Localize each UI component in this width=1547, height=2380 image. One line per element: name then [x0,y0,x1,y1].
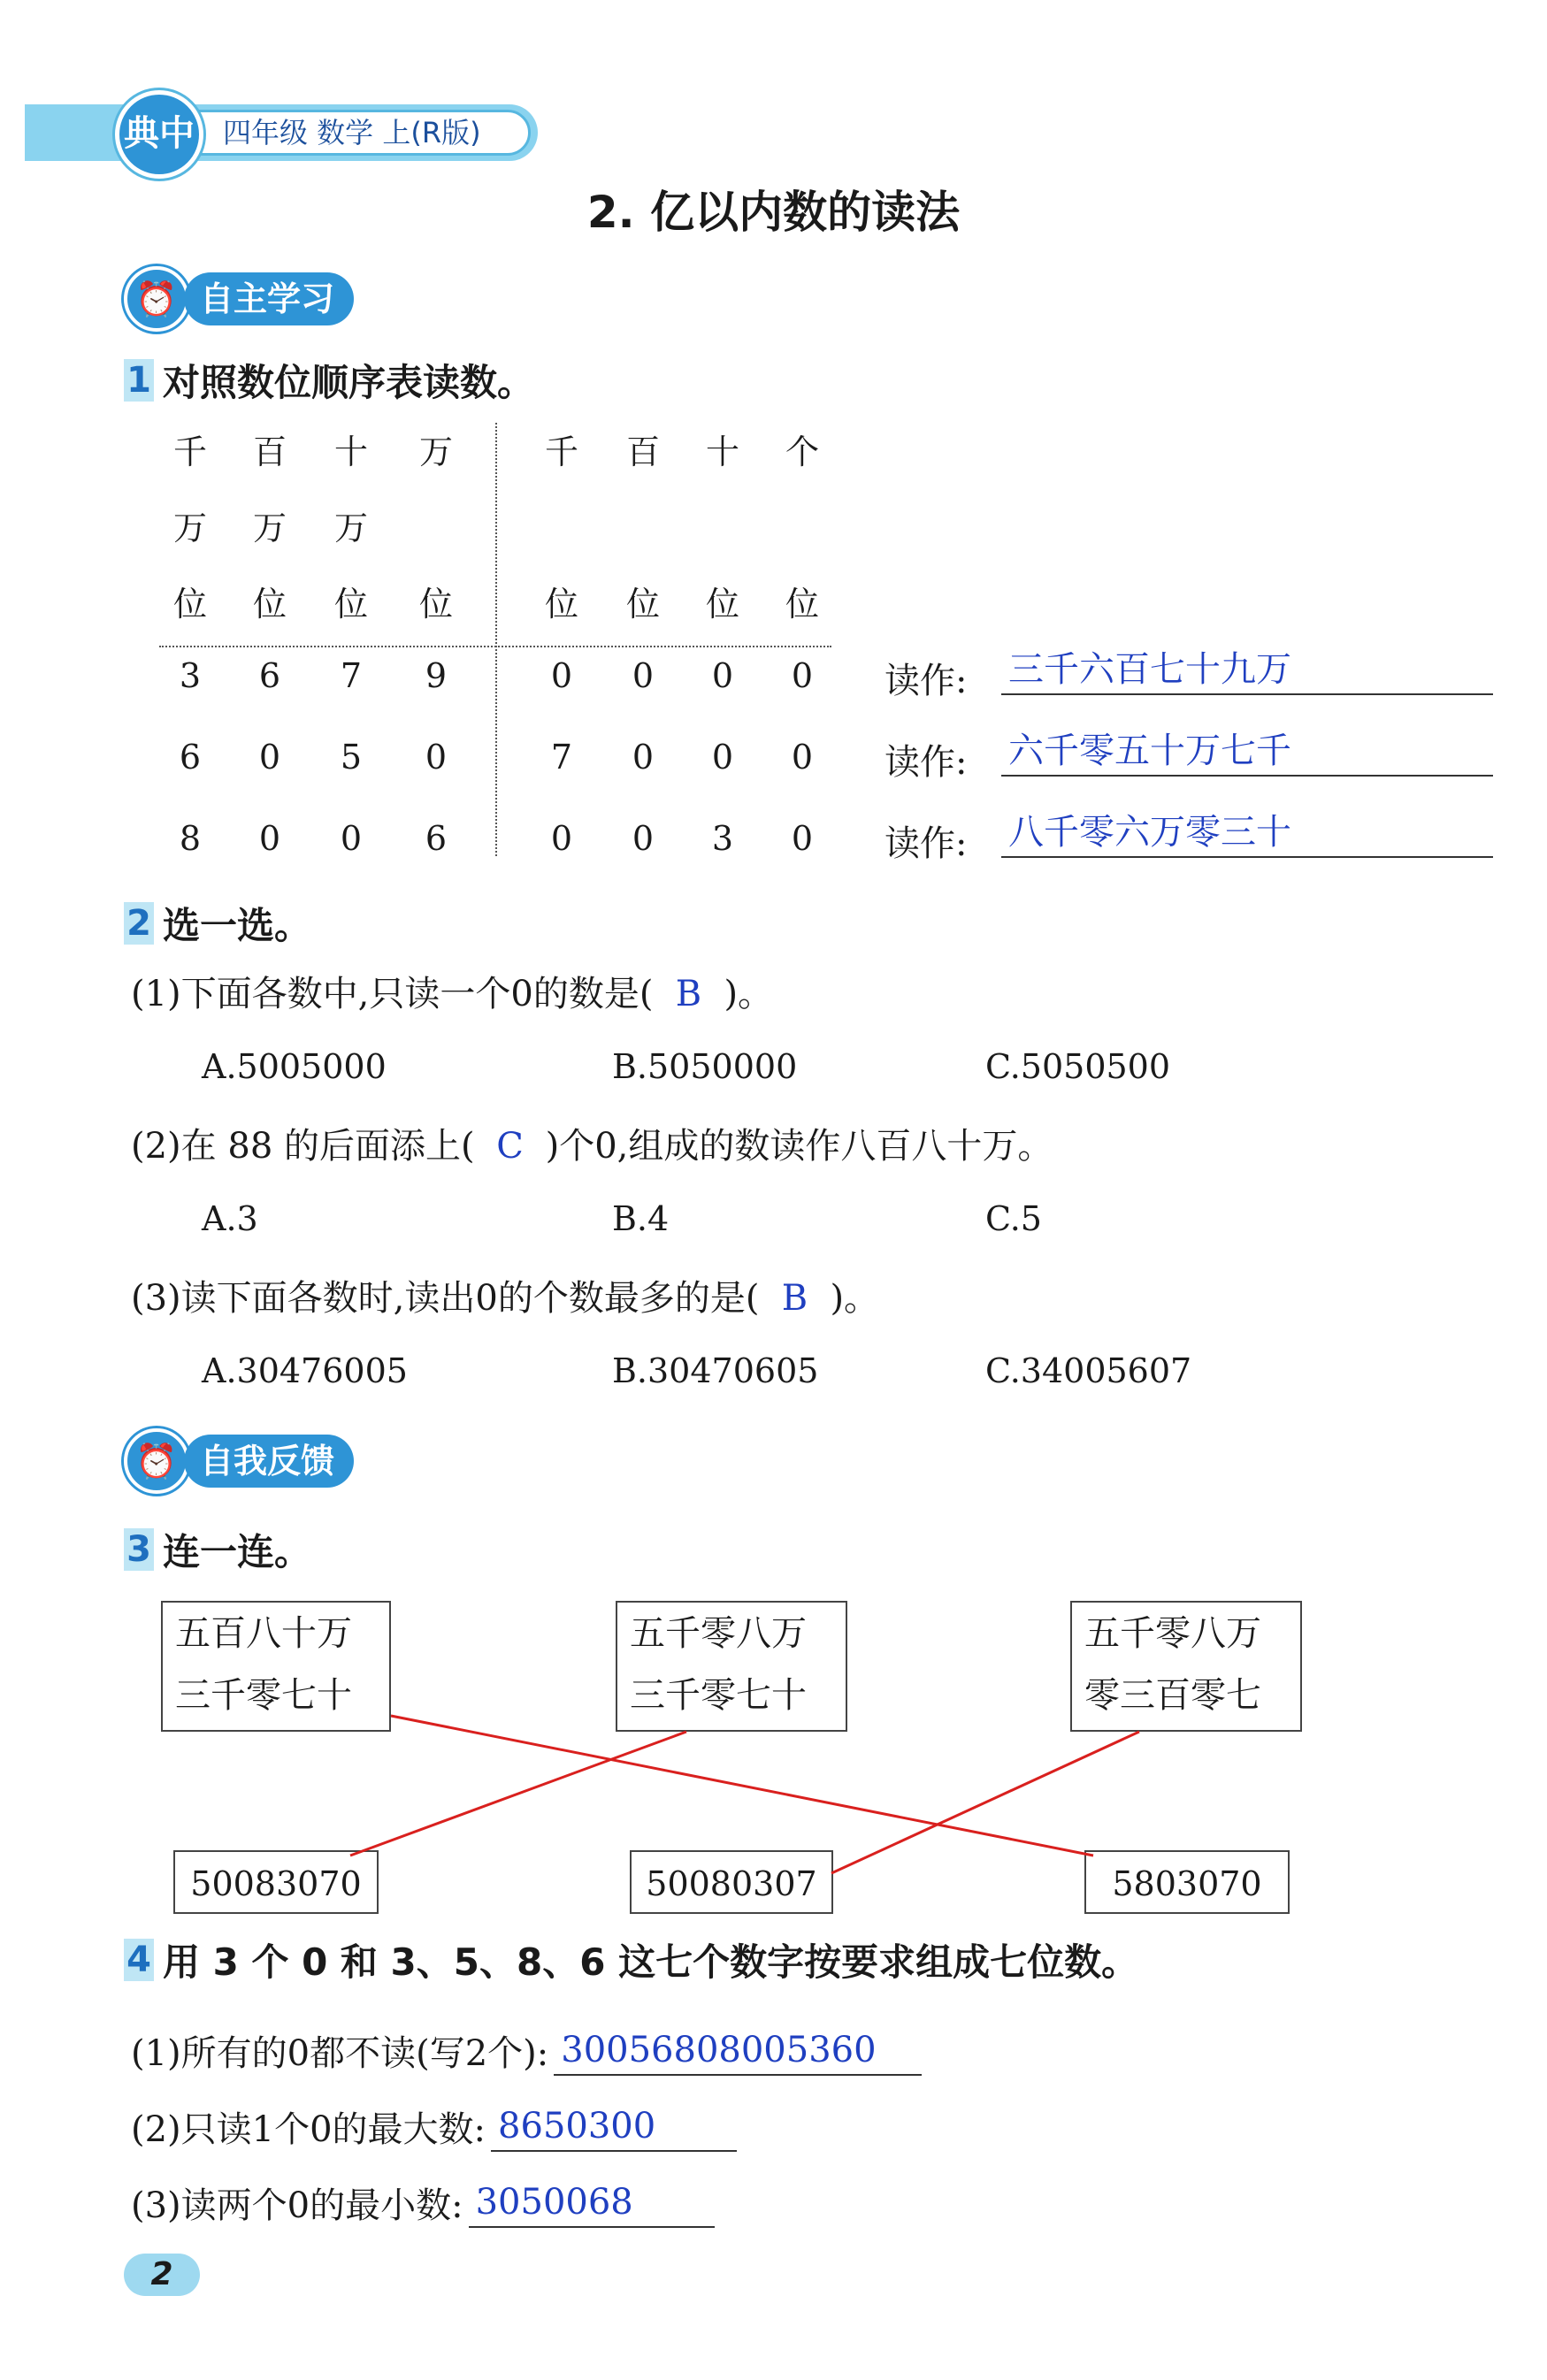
q1-header-char: 位 [705,585,739,624]
book-logo: 典中 [115,90,203,179]
q1-digit: 0 [791,656,814,695]
q1-header-char: 位 [333,585,368,624]
q2-item-2-answer[interactable]: C [496,1126,524,1167]
q1-digit: 0 [425,738,448,777]
q3-connect-line [391,1716,1093,1856]
alarm-clock-icon: ⏰ [124,1428,189,1494]
q3-number: 3 [124,1528,154,1571]
q4-number: 4 [124,1939,154,1981]
q1-prompt: 对照数位顺序表读数。 [163,361,535,404]
q1-digit: 7 [550,738,573,777]
q1-digit: 0 [258,819,281,858]
q2-option: A.3 [202,1199,258,1238]
q1-digit: 3 [711,819,734,858]
q3-prompt: 连一连。 [163,1530,312,1573]
q1-digit: 7 [340,656,363,695]
q1-header-char: 个 [785,432,819,471]
q1-answer-1[interactable]: 三千六百七十九万 [1001,647,1493,695]
q2-item-1-answer[interactable]: B [675,974,702,1014]
q2-option: A.5005000 [202,1047,387,1086]
q4-item-2-answer[interactable]: 8650300 [491,2104,737,2152]
q1-digit: 8 [179,819,202,858]
q3-box-line: 三千零七十 [175,1675,352,1716]
q1-digit: 6 [425,819,448,858]
q2-option: C.34005607 [985,1351,1192,1390]
q1-header-char: 位 [625,585,660,624]
q1-answer-3[interactable]: 八千零六万零三十 [1001,810,1493,858]
q3-box-line: 三千零七十 [630,1675,807,1716]
q1-header-char: 万 [418,432,453,471]
q1-header-char: 万 [252,509,287,547]
q2-item-2-end: )个0,组成的数读作八百八十万。 [545,1126,1053,1167]
q2-option: C.5 [985,1199,1042,1238]
q1-answer-2[interactable]: 六千零五十万七千 [1001,729,1493,777]
q4-prompt: 用 3 个 0 和 3、5、8、6 这七个数字按要求组成七位数。 [163,1940,1139,1984]
q1-header-char: 位 [785,585,819,624]
q3-box-line: 五千零八万 [1084,1613,1261,1654]
q1-read-label: 读作: [885,661,968,701]
q1-digit: 9 [425,656,448,695]
q1-header-char: 十 [705,432,739,471]
q2-option: B.30470605 [612,1351,819,1390]
q2-item-1-text: (1)下面各数中,只读一个0的数是( [131,974,654,1014]
q1-digit: 6 [179,738,202,777]
q4-item-2-label: (2)只读1个0的最大数: [131,2109,486,2150]
q3-box-line: 五千零八万 [630,1613,807,1654]
q1-digit: 0 [550,819,573,858]
section-self-feedback-label: 自我反馈 [184,1435,354,1488]
q1-digit: 0 [632,819,655,858]
q1-digit: 0 [550,656,573,695]
q2-item-1-end: )。 [724,974,774,1014]
q2-item-3-answer[interactable]: B [781,1278,808,1319]
q1-digit: 0 [632,656,655,695]
q1-digit: 5 [340,738,363,777]
q4-item-1-answer[interactable]: 30056808005360 [554,2028,922,2076]
q1-header-char: 千 [544,432,578,471]
q1-digit: 3 [179,656,202,695]
q1-header-char: 十 [333,432,368,471]
q4-item-1 [131,2025,922,2076]
q1-header-char: 位 [544,585,578,624]
page-number: 2 [124,2254,200,2296]
section-self-study-label: 自主学习 [184,272,354,325]
q2-option: C.5050500 [985,1047,1171,1086]
q3-connect-line [831,1732,1139,1873]
q1-read-label: 读作: [885,823,968,864]
q2-item-2-text: (2)在 88 的后面添上( [131,1126,475,1167]
q1-digit: 0 [791,738,814,777]
q1-digit: 6 [258,656,281,695]
q1-header-char: 百 [252,432,287,471]
q4-prompt-line [124,1933,1138,1986]
q1-digit: 0 [258,738,281,777]
q2-option: A.30476005 [202,1351,408,1390]
q4-item-3-label: (3)读两个0的最小数: [131,2185,463,2226]
q1-header-char: 位 [172,585,207,624]
q3-box-line: 零三百零七 [1084,1675,1261,1716]
q3-connect-line [350,1732,686,1856]
q4-item-2 [131,2101,737,2152]
q3-box-line: 五百八十万 [175,1613,352,1654]
q4-item-1-label: (1)所有的0都不读(写2个): [131,2033,549,2074]
q2-option: B.4 [612,1199,670,1238]
q3-bottom-box-3[interactable]: 5803070 [1084,1850,1290,1914]
q2-item-3-end: )。 [830,1278,880,1319]
q1-header-char: 万 [333,509,368,547]
q1-header-char: 千 [172,432,207,471]
q4-item-3-answer[interactable]: 3050068 [469,2180,715,2228]
q1-header-char: 位 [418,585,453,624]
q2-item-3-text: (3)读下面各数时,读出0的个数最多的是( [131,1278,760,1319]
book-title: 四年级 数学 上(R版) [223,116,481,149]
q2-prompt: 选一选。 [163,904,312,947]
q4-item-3 [131,2177,715,2228]
q2-number: 2 [124,902,154,945]
q3-bottom-box-2[interactable]: 50080307 [630,1850,833,1914]
q1-read-label: 读作: [885,742,968,783]
q1-header-char: 位 [252,585,287,624]
q2-option: B.5050000 [612,1047,798,1086]
q1-digit: 0 [711,738,734,777]
q3-bottom-box-1[interactable]: 50083070 [173,1850,379,1914]
q1-digit: 0 [711,656,734,695]
q1-digit: 0 [340,819,363,858]
q1-number: 1 [124,359,154,402]
q1-digit: 0 [632,738,655,777]
lesson-title: 2. 亿以内数的读法 [586,187,961,238]
alarm-clock-icon: ⏰ [124,266,189,332]
q1-digit: 0 [791,819,814,858]
q1-header-char: 万 [172,509,207,547]
q1-header-char: 百 [625,432,660,471]
